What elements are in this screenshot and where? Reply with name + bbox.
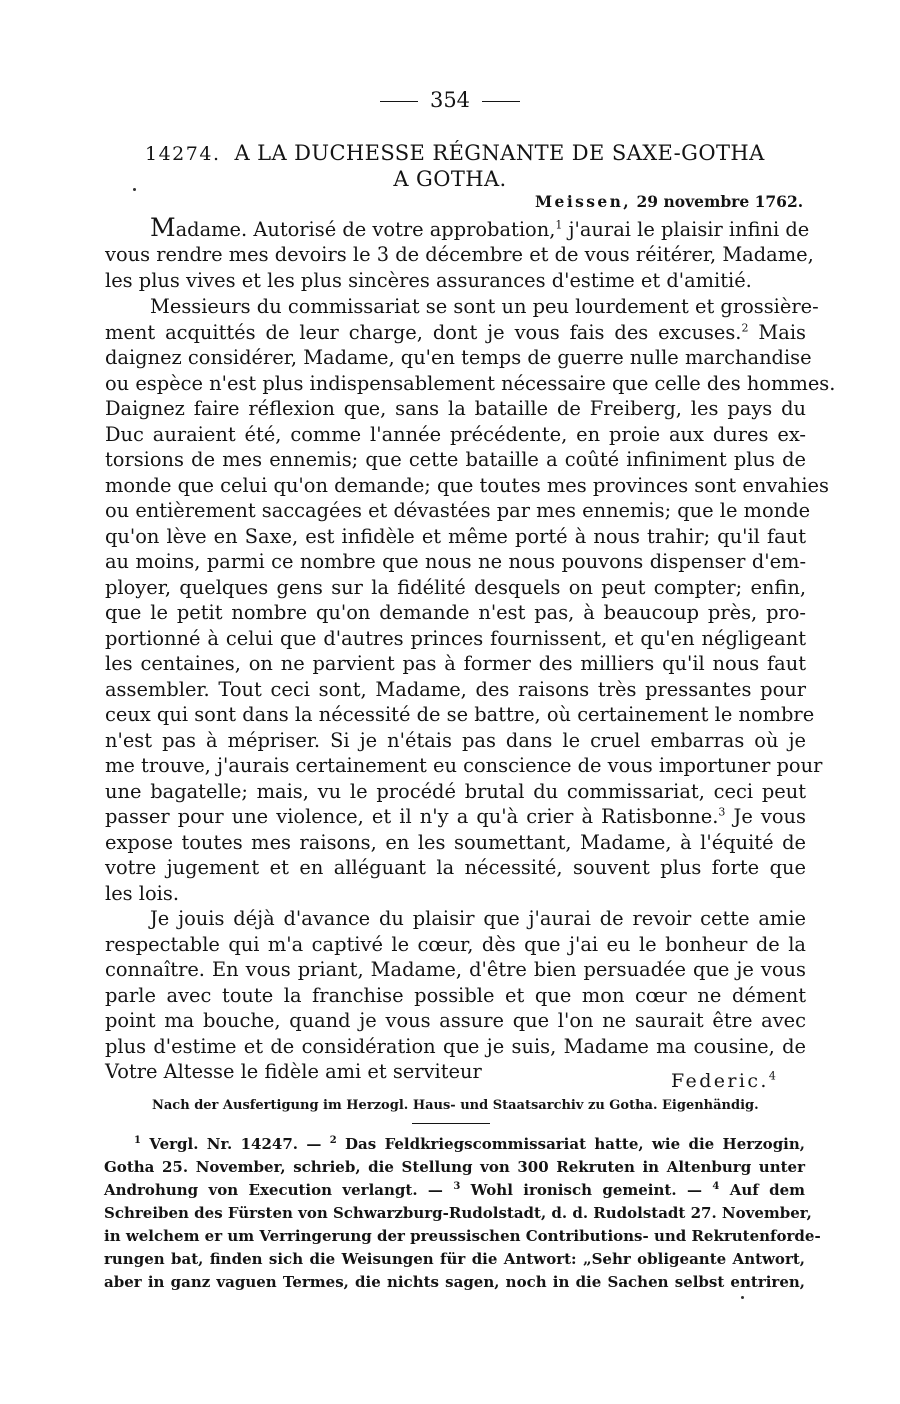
body-line: les plus vives et les plus sincères assurances d'estime et d'amitié. bbox=[105, 269, 752, 292]
body-line: monde que celui qu'on demande; que toutes mes provinces sont envahies bbox=[105, 474, 829, 497]
body-line: plus d'estime et de considération que je suis, Madame ma cousine, de bbox=[105, 1035, 806, 1058]
print-speck bbox=[741, 1296, 744, 1299]
body-line: Messieurs du commissariat se sont un peu lourdement et grossière- bbox=[150, 295, 819, 318]
body-line: point ma bouche, quand je vous assure que l'on ne saurait être avec bbox=[105, 1009, 806, 1032]
body-line: ou entièrement saccagées et dévastées par mes ennemis; que le monde bbox=[105, 499, 811, 522]
body-line: une bagatelle; mais, vu le procédé brutal du commissariat, ceci peut bbox=[105, 780, 806, 803]
page-header bbox=[0, 88, 900, 112]
body-line: qu'on lève en Saxe, est infidèle et même porté à nous trahir; qu'il faut bbox=[105, 525, 806, 548]
body-line: passer pour une violence, et il n'y a qu'à crier à Ratisbonne.$^3$ Je vous bbox=[105, 805, 806, 828]
body-line: assembler. Tout ceci sont, Madame, des raisons très pressantes pour bbox=[105, 678, 806, 701]
body-line: Duc auraient été, comme l'année précédente, en proie aux dures ex- bbox=[105, 423, 806, 446]
body-line: expose toutes mes raisons, en les soumettant, Madame, à l'équité de bbox=[105, 831, 806, 854]
body-line: daignez considérer, Madame, qu'en temps de guerre nulle marchandise bbox=[105, 346, 812, 369]
letter-title: A LA DUCHESSE RÉGNANTE DE SAXE-GOTHA bbox=[234, 141, 765, 165]
footnote-line: rungen bat, finden sich die Weisungen für die Antwort: „Sehr obligeante Antwort, bbox=[104, 1250, 805, 1268]
footnote-ref: 1 bbox=[555, 218, 563, 232]
footnote-line: in welchem er um Verringerung der preussischen Contributions- und Rekrutenforde- bbox=[104, 1227, 821, 1245]
source-note: Nach der Ausfertigung im Herzogl. Haus- und Staatsarchiv zu Gotha. Eigenhändig. bbox=[152, 1098, 759, 1113]
footnote-line: Schreiben des Fürsten von Schwarzburg-Rudolstadt, d. d. Rudolstadt 27. November, bbox=[104, 1204, 812, 1222]
body-line: Je jouis déjà d'avance du plaisir que j'aurai de revoir cette amie bbox=[150, 907, 806, 930]
body-line: torsions de mes ennemis; que cette bataille a coûté infiniment plus de bbox=[105, 448, 806, 471]
body-line: votre jugement et en alléguant la nécessité, souvent plus forte que bbox=[105, 856, 806, 879]
body-line: me trouve, j'aurais certainement eu conscience de vous importuner pour bbox=[105, 754, 823, 777]
page-number: 354 bbox=[429, 88, 471, 112]
body-line: au moins, parmi ce nombre que nous ne nous pouvons dispenser d'em- bbox=[105, 550, 806, 573]
footnote-line: aber in ganz vaguen Termes, die nichts sagen, noch in die Sachen selbst entriren, bbox=[104, 1273, 805, 1291]
print-speck bbox=[133, 188, 136, 191]
footnote-ref: 3 bbox=[718, 805, 726, 819]
body-line: vous rendre mes devoirs le 3 de décembre et de vous réitérer, Madame, bbox=[105, 243, 814, 266]
letter-number: 14274. bbox=[145, 143, 221, 165]
body-line: ou espèce n'est plus indispensablement nécessaire que celle des hommes. bbox=[105, 372, 836, 395]
footnote-line: Androhung von Execution verlangt. — $^3$ Wohl ironisch gemeint. — $^4$ Auf dem bbox=[104, 1181, 805, 1199]
body-line: les centaines, on ne parvient pas à former des milliers qu'il nous faut bbox=[105, 652, 806, 675]
body-line: que le petit nombre qu'on demande n'est pas, à beaucoup près, pro- bbox=[105, 601, 806, 624]
body-line: portionné à celui que d'autres princes fournissent, et qu'en négligeant bbox=[105, 627, 806, 650]
body-line: respectable qui m'a captivé le cœur, dès que j'ai eu le bonheur de la bbox=[105, 933, 806, 956]
body-line: les lois. bbox=[105, 882, 179, 905]
body-line: connaître. En vous priant, Madame, d'être bien persuadée que je vous bbox=[105, 958, 806, 981]
body-line: ment acquittés de leur charge, dont je vous fais des excuses.$^2$ Mais bbox=[105, 321, 806, 344]
body-line: Votre Altesse le fidèle ami et serviteur bbox=[105, 1060, 482, 1083]
date-place: Meissen, bbox=[535, 192, 632, 211]
signature: Federic.$^4$ bbox=[671, 1069, 779, 1092]
body-line: ployer, quelques gens sur la fidélité desquels on peut compter; enfin, bbox=[105, 576, 806, 599]
footnote-rule bbox=[412, 1123, 490, 1124]
footnote-line: Gotha 25. November, schrieb, die Stellung von 300 Rekruten in Altenburg unter bbox=[104, 1158, 805, 1176]
rule-right bbox=[482, 101, 520, 102]
body-line: ceux qui sont dans la nécessité de se battre, où certainement le nombre bbox=[105, 703, 815, 726]
footnote-line: $^1$ Vergl. Nr. 14247. — $^2$ Das Feldkriegscommissariat hatte, wie die Herzogin, bbox=[134, 1135, 806, 1153]
body-line: Madame. Autorisé de votre approbation,$^1$ j'aurai le plaisir infini de bbox=[150, 213, 810, 242]
footnote-ref: 4 bbox=[768, 1069, 779, 1083]
letter-title-line2: A GOTHA. bbox=[393, 167, 507, 191]
rule-left bbox=[380, 101, 418, 102]
body-line: Daignez faire réflexion que, sans la bataille de Freiberg, les pays du bbox=[105, 397, 806, 420]
footnote-ref: 2 bbox=[741, 321, 749, 335]
date: 29 novembre 1762. bbox=[636, 192, 804, 211]
letter-heading bbox=[145, 141, 765, 165]
dateline bbox=[535, 192, 803, 211]
dropcap: M bbox=[150, 213, 176, 242]
body-line: parle avec toute la franchise possible et que mon cœur ne dément bbox=[105, 984, 806, 1007]
body-line: n'est pas à mépriser. Si je n'étais pas dans le cruel embarras où je bbox=[105, 729, 806, 752]
